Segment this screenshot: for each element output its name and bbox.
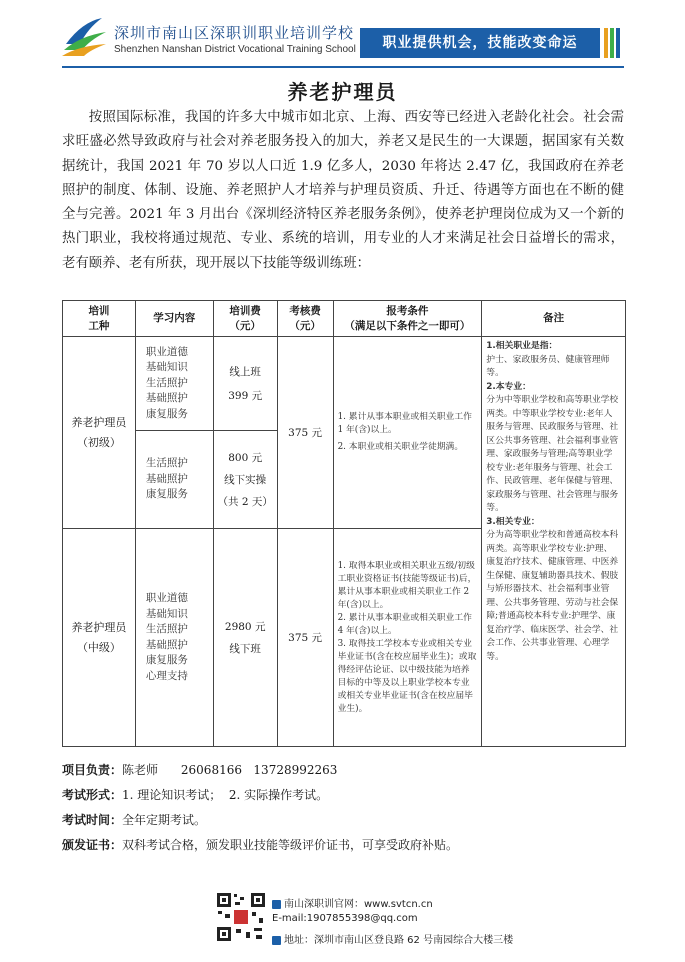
certificate-line: 颁发证书：双科考试合格，颁发职业技能等级评价证书，可享受政府补贴。 — [62, 838, 459, 852]
location-icon — [272, 936, 281, 945]
junior-offline-content: 生活照护 基础照护 康复服务 — [135, 431, 213, 529]
table-header-row — [63, 301, 626, 337]
page-title: 养老护理员 — [287, 80, 398, 104]
middle-fee: 2980 元 线下班 — [213, 529, 277, 747]
project-lead-line: 项目负责：陈老师 26068166 13728992263 — [62, 763, 338, 777]
page-header — [0, 0, 685, 68]
junior-conditions: 1. 累计从事本职业或相关职业工作 1 年(含)以上。 2. 本职业或相关职业学徒期满。 — [333, 337, 482, 529]
junior-exam-fee: 375 元 — [277, 337, 333, 529]
school-logo-icon — [62, 14, 108, 58]
middle-conditions: 1. 取得本职业或相关职业五级/初级工职业资格证书(技能等级证书)后，累计从事本职业或相关职业工作 2 年(含)以上。 2. 累计从事本职业或相关职业工作 4 年(含)以上。 3. 取得技工学校本专业或相关专业毕业证书(含在校应届毕业生)；或取得经评估论证、以中级技能为培养目标的中等及以上职业学校本专业或相关专业毕业证书(含在校应届毕业生)。 — [333, 529, 482, 747]
globe-icon — [272, 900, 281, 909]
notes-cell: 1.相关职业是指： 护士、家政服务员、健康管理师等。 2.本专业： 分为中等职业学校和高等职业学校两类。中等职业学校专业:老年人服务与管理、民政服务与管理、社区公共事务管理、社会福利事业管理、家政服务与管理;高等职业学校专业:老年服务与管理、社会工作、民政管理、老年保健与管理、家政服务与管理、社会管理与服务等。 3.相关专业： 分为高等职业学校和普通高校本科两类。高等职业学校专业:护理、康复治疗技术、健康管理、中医养生保健、康复辅助器具技术、假肢与矫形器技术、社会福利事业管理、公共事务管理、劳动与社会保障;普通高校本科专业:护理学、康复治疗学、临床医学、社会学、社会工作、公共事业管理、心理学等。 — [482, 337, 626, 747]
junior-online-content: 职业道德 基础知识 生活照护 基础照护 康复服务 — [135, 337, 213, 431]
middle-exam-fee: 375 元 — [277, 529, 333, 747]
decorative-bars — [604, 28, 622, 58]
junior-online-fee: 线上班 399 元 — [213, 337, 277, 431]
contact-website: 南山深职训官网：www.svtcn.cn — [272, 895, 433, 910]
slogan-banner: 职业提供机会，技能改变命运 — [360, 28, 600, 58]
header-rule — [62, 66, 624, 68]
qr-code-icon — [216, 892, 266, 942]
th-conditions: 报考条件 （满足以下条件之一即可） — [333, 301, 482, 337]
contact-email: E-mail:1907855398@qq.com — [272, 913, 418, 924]
middle-type-cell: 养老护理员 （中级） — [63, 529, 136, 747]
school-name-en: Shenzhen Nanshan District Vocational Training School — [114, 44, 356, 55]
course-table — [62, 300, 626, 747]
table-row — [63, 337, 626, 431]
middle-content: 职业道德 基础知识 生活照护 基础照护 康复服务 心理支持 — [135, 529, 213, 747]
th-content: 学习内容 — [135, 301, 213, 337]
th-notes: 备注 — [482, 301, 626, 337]
contact-address: 地址：深圳市南山区登良路 62 号南园综合大楼三楼 — [272, 931, 513, 946]
th-type: 培训 工种 — [63, 301, 136, 337]
school-name-cn: 深圳市南山区深职训职业培训学校 — [114, 24, 355, 42]
junior-offline-fee: 800 元 线下实操 （共 2 天） — [213, 431, 277, 529]
exam-time-line: 考试时间：全年定期考试。 — [62, 813, 207, 827]
exam-form-line: 考试形式：1. 理论知识考试； 2. 实际操作考试。 — [62, 788, 329, 802]
th-fee: 培训费 （元） — [213, 301, 277, 337]
th-exam-fee: 考核费 （元） — [277, 301, 333, 337]
intro-paragraph: 按照国际标准，我国的许多大中城市如北京、上海、西安等已经进入老龄化社会。社会需求旺盛必然导致政府与社会对养老服务投入的加大，养老又是民生的一大课题，据国家有关数据统计，我国 2021 年 70 岁以人口近 1.9 亿多人，2030 年将达 2.47 亿，我国政府在养老照护的制度、体制、设施、养老照护人才培养与护理员资质、升迁、待遇等方面也在不断的健全与完善。2021 年 3 月出台《深圳经济特区养老服务条例》，使养老护理岗位成为又一个新的热门职业，我校将通过规范、专业、系统的培训，用专业的人才来满足社会日益增长的需求，老有颐养、老有所获，现开展以下技能等级训练班： — [62, 110, 624, 271]
junior-type-cell: 养老护理员 （初级） — [63, 337, 136, 529]
